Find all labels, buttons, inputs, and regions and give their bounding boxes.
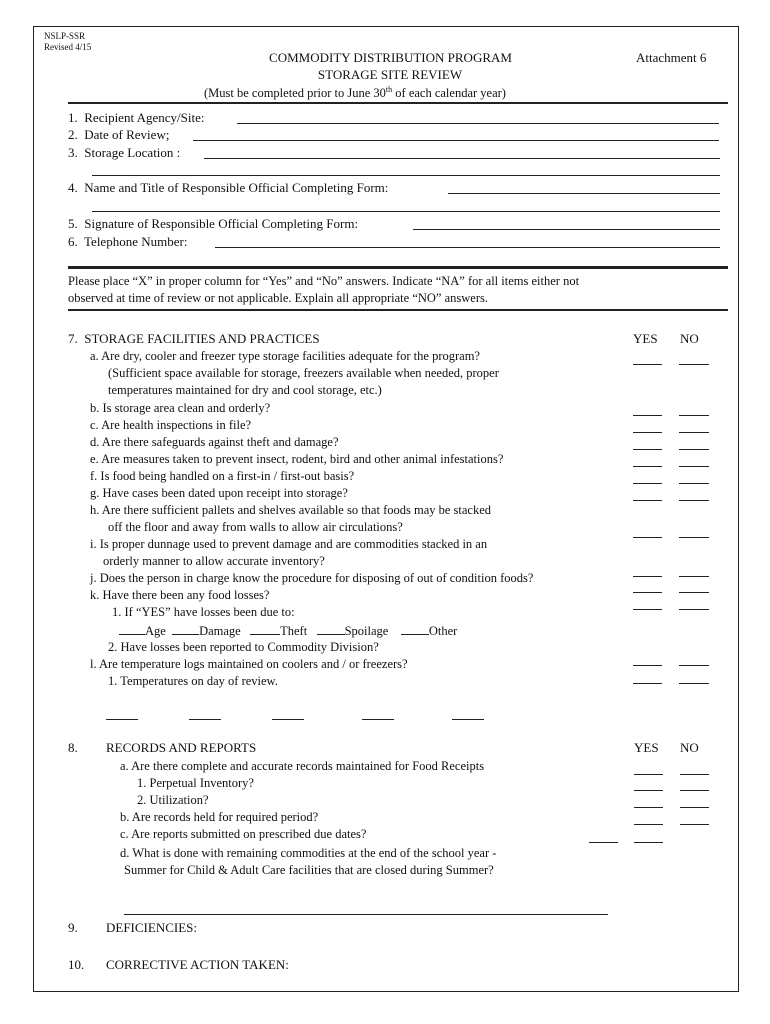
- q7f-yes-blank[interactable]: [633, 483, 662, 484]
- q7j-text: j. Does the person in charge know the procedure for disposing of out of condition foods?: [90, 571, 534, 585]
- q7k2-no-blank[interactable]: [679, 665, 709, 666]
- loss-reasons-row: [119, 622, 457, 638]
- section-7-no-header: NO: [680, 331, 699, 346]
- temperature-blank-5[interactable]: [452, 719, 484, 720]
- section-9-number: 9.: [68, 920, 78, 935]
- q7a-text-3: temperatures maintained for dry and cool storage, etc.): [108, 383, 382, 397]
- section-10-heading: CORRECTIVE ACTION TAKEN:: [106, 957, 289, 972]
- q7b-yes-blank[interactable]: [633, 415, 662, 416]
- q7k2-yes-blank[interactable]: [633, 665, 662, 666]
- temperature-blank-1[interactable]: [106, 719, 138, 720]
- q7c-text: c. Are health inspections in file?: [90, 418, 252, 432]
- temperature-blank-3[interactable]: [272, 719, 304, 720]
- q7f-text: f. Is food being handled on a first-in / first-out basis?: [90, 469, 355, 483]
- q7k1-text: 1. If “YES” have losses been due to:: [112, 605, 295, 619]
- q7a-text: a. Are dry, cooler and freezer type storage facilities adequate for the program?: [90, 349, 480, 363]
- q8d-text-2: Summer for Child & Adult Care facilities that are closed during Summer?: [124, 863, 494, 877]
- q7k2-text: 2. Have losses been reported to Commodity Division?: [108, 640, 379, 654]
- q8a1-text: 1. Perpetual Inventory?: [137, 776, 254, 790]
- loss-spoilage-blank[interactable]: [317, 622, 345, 635]
- q7b-text: b. Is storage area clean and orderly?: [90, 401, 271, 415]
- section-8-heading: RECORDS AND REPORTS: [106, 740, 257, 755]
- q7i-no-blank[interactable]: [679, 576, 709, 577]
- q8b-no-blank[interactable]: [680, 824, 709, 825]
- storage-location-input-2[interactable]: [92, 175, 720, 176]
- loss-age-blank[interactable]: [119, 622, 145, 635]
- loss-other-label: Other: [428, 624, 458, 638]
- q7g-text: g. Have cases been dated upon receipt into storage?: [90, 486, 348, 500]
- section-divider-bottom: [68, 309, 728, 311]
- q8c-no-blank[interactable]: [634, 842, 663, 843]
- q7l1-text: 1. Temperatures on day of review.: [108, 674, 278, 688]
- q8a-text: a. Are there complete and accurate records maintained for Food Receipts: [120, 759, 485, 773]
- q8c-text: c. Are reports submitted on prescribed due dates?: [120, 827, 367, 841]
- field-official-name: 4. Name and Title of Responsible Official Completing Form:: [68, 180, 389, 195]
- q8a-no-blank[interactable]: [680, 774, 709, 775]
- section-9-heading: DEFICIENCIES:: [106, 920, 197, 935]
- field-telephone: 6. Telephone Number:: [68, 234, 188, 249]
- q7c-no-blank[interactable]: [679, 432, 709, 433]
- attachment-label: Attachment 6: [636, 50, 707, 65]
- form-title: COMMODITY DISTRIBUTION PROGRAM: [269, 50, 512, 65]
- section-divider-top: [68, 266, 728, 269]
- q7h-no-blank[interactable]: [679, 537, 709, 538]
- storage-location-input[interactable]: [204, 158, 720, 159]
- field-storage-location: 3. Storage Location :: [68, 145, 181, 160]
- official-name-input[interactable]: [448, 193, 720, 194]
- instructions-line-2: observed at time of review or not applicable. Explain all appropriate “NO” answers.: [68, 291, 488, 305]
- q7d-text: d. Are there safeguards against theft and damage?: [90, 435, 339, 449]
- q8d-text: d. What is done with remaining commodities at the end of the school year -: [120, 846, 497, 860]
- q8a1-yes-blank[interactable]: [634, 790, 663, 791]
- q7k-no-blank[interactable]: [679, 609, 709, 610]
- loss-damage-label: Damage: [199, 624, 241, 638]
- field-review-date: 2. Date of Review;: [68, 127, 170, 142]
- q7l-text: l. Are temperature logs maintained on coolers and / or freezers?: [90, 657, 408, 671]
- loss-damage-blank[interactable]: [172, 622, 199, 635]
- q7h-yes-blank[interactable]: [633, 537, 662, 538]
- q7d-yes-blank[interactable]: [633, 449, 662, 450]
- q8b-text: b. Are records held for required period?: [120, 810, 319, 824]
- q7c-yes-blank[interactable]: [633, 432, 662, 433]
- q7e-yes-blank[interactable]: [633, 466, 662, 467]
- instructions-line-1: Please place “X” in proper column for “Yes” and “No” answers. Indicate “NA” for all items either not: [68, 274, 580, 288]
- loss-theft-label: Theft: [280, 624, 308, 638]
- temperature-blank-4[interactable]: [362, 719, 394, 720]
- q8b-yes-blank[interactable]: [634, 824, 663, 825]
- q8d-answer-line[interactable]: [124, 914, 608, 915]
- q7h-text-2: off the floor and away from walls to allow air circulations?: [108, 520, 403, 534]
- loss-age-label: Age: [145, 624, 166, 638]
- q7i-text-2: orderly manner to allow accurate inventory?: [103, 554, 325, 568]
- q7g-yes-blank[interactable]: [633, 500, 662, 501]
- field-recipient-agency: 1. Recipient Agency/Site:: [68, 110, 205, 125]
- form-code: NSLP-SSR: [44, 31, 86, 41]
- field-official-signature: 5. Signature of Responsible Official Completing Form:: [68, 216, 359, 231]
- temperature-blank-2[interactable]: [189, 719, 221, 720]
- section-8-no-header: NO: [680, 740, 699, 755]
- q7a-yes-blank[interactable]: [633, 364, 662, 365]
- section-8-number: 8.: [68, 740, 78, 755]
- revised-date: Revised 4/15: [44, 42, 92, 52]
- q8a2-text: 2. Utilization?: [137, 793, 209, 807]
- q8a2-yes-blank[interactable]: [634, 807, 663, 808]
- section-8-yes-header: YES: [634, 740, 659, 755]
- q7l-no-blank[interactable]: [679, 683, 709, 684]
- q7a-no-blank[interactable]: [679, 364, 709, 365]
- q7k-text: k. Have there been any food losses?: [90, 588, 270, 602]
- q7i-yes-blank[interactable]: [633, 576, 662, 577]
- q7g-no-blank[interactable]: [679, 500, 709, 501]
- q8a1-no-blank[interactable]: [680, 790, 709, 791]
- review-date-input[interactable]: [193, 140, 719, 141]
- official-name-input-2[interactable]: [92, 211, 720, 212]
- header-rule: [68, 102, 728, 104]
- q8a2-no-blank[interactable]: [680, 807, 709, 808]
- loss-spoilage-label: Spoilage: [344, 624, 389, 638]
- q8c-yes-blank[interactable]: [589, 842, 618, 843]
- q7k-yes-blank[interactable]: [633, 609, 662, 610]
- q7e-no-blank[interactable]: [679, 466, 709, 467]
- section-7-yes-header: YES: [633, 331, 658, 346]
- q7j-no-blank[interactable]: [679, 592, 709, 593]
- q7j-yes-blank[interactable]: [633, 592, 662, 593]
- q7e-text: e. Are measures taken to prevent insect, rodent, bird and other animal infestations?: [90, 452, 504, 466]
- q7a-text-2: (Sufficient space available for storage, freezers available when needed, proper: [108, 366, 499, 380]
- completion-note: (Must be completed prior to June 30th of each calendar year): [204, 84, 506, 100]
- loss-other-blank[interactable]: [401, 622, 429, 635]
- form-subtitle: STORAGE SITE REVIEW: [317, 67, 463, 82]
- telephone-input[interactable]: [215, 247, 720, 248]
- section-10-number: 10.: [68, 957, 85, 972]
- q8a-yes-blank[interactable]: [634, 774, 663, 775]
- loss-theft-blank[interactable]: [250, 622, 280, 635]
- section-7-heading: 7. STORAGE FACILITIES AND PRACTICES: [68, 331, 320, 346]
- q7i-text: i. Is proper dunnage used to prevent damage and are commodities stacked in an: [90, 537, 488, 551]
- recipient-agency-input[interactable]: [237, 123, 719, 124]
- q7b-no-blank[interactable]: [679, 415, 709, 416]
- official-signature-input[interactable]: [413, 229, 720, 230]
- q7f-no-blank[interactable]: [679, 483, 709, 484]
- q7h-text: h. Are there sufficient pallets and shelves available so that foods may be stacked: [90, 503, 492, 517]
- q7l-yes-blank[interactable]: [633, 683, 662, 684]
- q7d-no-blank[interactable]: [679, 449, 709, 450]
